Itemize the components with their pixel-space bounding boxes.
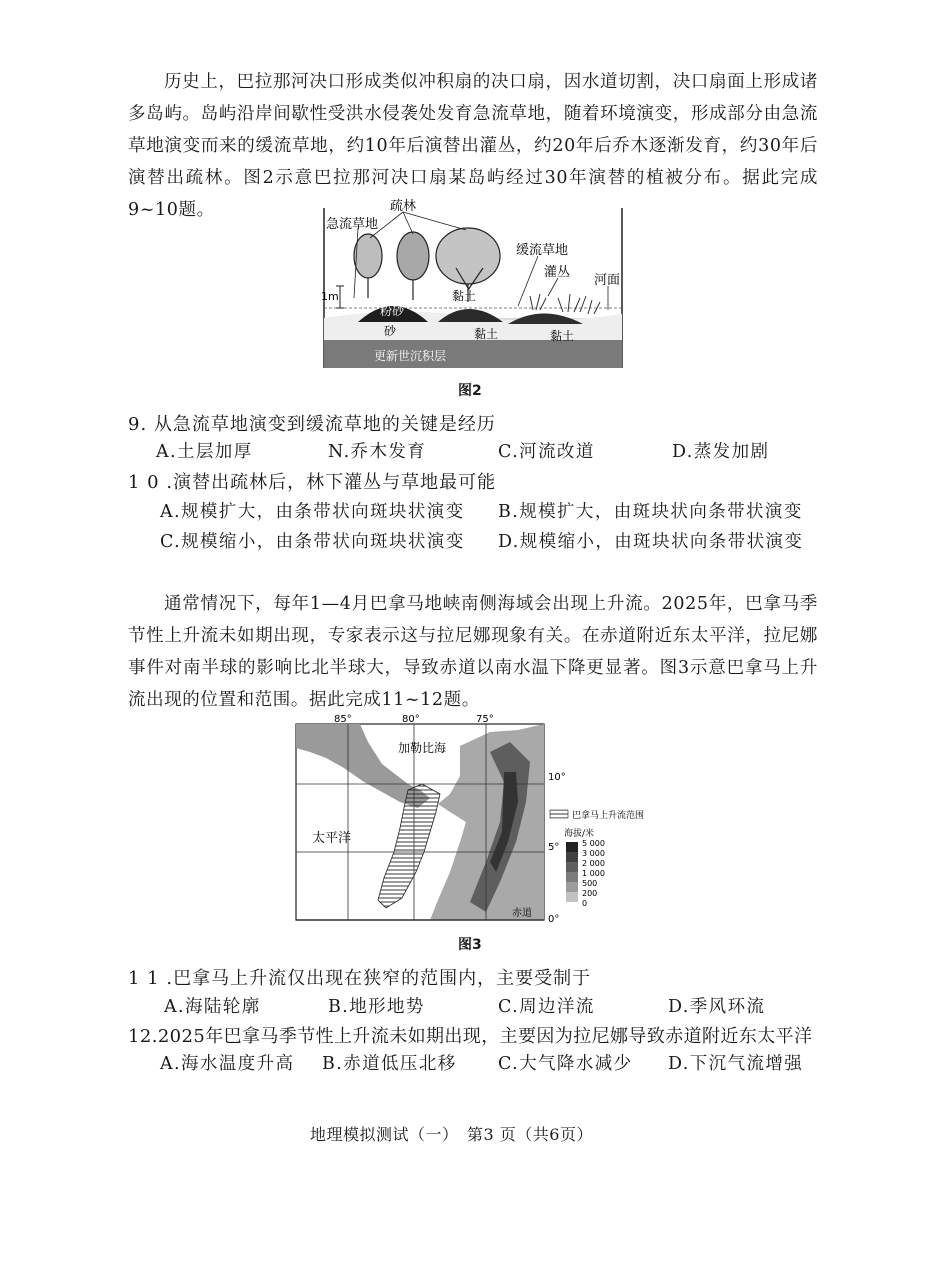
label-pacific: 太平洋: [312, 831, 352, 846]
legend-elev-200: 200: [582, 889, 598, 898]
legend-elev-5000: 5 000: [582, 839, 605, 848]
legend-elev-3000: 3 000: [582, 849, 605, 858]
label-rapid-grass: 急流草地: [326, 217, 379, 232]
question-12-option-c: C.大气降水减少: [498, 1054, 633, 1074]
lat-label-0: 0°: [548, 914, 560, 925]
lat-label-10: 10°: [548, 772, 566, 783]
question-10-option-b: B.规模扩大，由斑块状向条带状演变: [498, 502, 803, 522]
figure-3-caption: 图3: [458, 937, 482, 953]
question-10-option-d: D.规模缩小，由斑块状向条带状演变: [498, 532, 804, 552]
legend-elevation-title: 海拔/米: [564, 829, 595, 839]
label-caribbean: 加勒比海: [398, 741, 447, 755]
question-11-stem: 1 1 .巴拿马上升流仅出现在狭窄的范围内，主要受制于: [128, 968, 592, 989]
page-footer: 地理模拟测试（一） 第3 页（共6页）: [310, 1125, 593, 1144]
label-slow-grass: 缓流草地: [516, 243, 569, 258]
question-11-option-b: B.地形地势: [328, 997, 425, 1017]
legend-upwelling-label: 巴拿马上升流范围: [572, 811, 645, 821]
passage-2: 通常情况下，每年1—4月巴拿马地峡南侧海域会出现上升流。2025年，巴拿马季节性上升流未如期出现，专家表示这与拉尼娜现象有关。在赤道附近东太平洋，拉尼娜事件对南半球的影响比北半球大，导致赤道以南水温下降更显著。图3示意巴拿马上升流出现的位置和范围。据此完成11~12题。: [128, 594, 818, 710]
question-9-option-d: D.蒸发加剧: [672, 442, 770, 462]
question-9-option-a: A.土层加厚: [156, 442, 253, 462]
question-11-option-d: D.季风环流: [668, 997, 766, 1017]
question-11-option-c: C.周边洋流: [498, 997, 595, 1017]
question-9-option-c: C.河流改道: [498, 442, 595, 462]
question-12-option-a: A.海水温度升高: [160, 1054, 295, 1074]
question-12-stem: 12.2025年巴拿马季节性上升流未如期出现，主要因为拉尼娜导致赤道附近东太平洋: [128, 1026, 813, 1047]
label-equator: 赤道: [512, 908, 532, 919]
label-river-surface: 河面: [594, 273, 621, 288]
label-silt: 粉砂: [380, 304, 405, 318]
figure-3-map: [290, 712, 675, 930]
label-shrub: 灌丛: [544, 265, 571, 280]
lon-label-80: 80°: [402, 714, 420, 725]
label-sparse-forest: 疏林: [390, 199, 417, 214]
legend-upwelling-swatch: [550, 810, 568, 818]
question-10-option-a: A.规模扩大，由条带状向斑块状演变: [160, 502, 465, 522]
legend-elev-2000: 2 000: [582, 859, 605, 868]
label-pleistocene: 更新世沉积层: [374, 349, 447, 363]
label-clay-mid: 黏土: [474, 327, 499, 341]
question-10-stem: 1 0 .演替出疏林后，林下灌丛与草地最可能: [128, 472, 497, 493]
question-12-option-b: B.赤道低压北移: [322, 1054, 457, 1074]
lat-label-5: 5°: [548, 842, 560, 853]
lon-label-75: 75°: [476, 714, 494, 725]
question-12-option-d: D.下沉气流增强: [668, 1054, 804, 1074]
lon-label-85: 85°: [334, 714, 352, 725]
figure-2-caption: 图2: [458, 383, 482, 399]
label-scale: 1m: [321, 290, 339, 303]
legend-elev-0: 0: [582, 899, 588, 908]
label-sand: 砂: [384, 324, 397, 338]
question-9-stem: 9. 从急流草地演变到缓流草地的关键是经历: [128, 414, 496, 435]
passage-1: 历史上，巴拉那河决口形成类似冲积扇的决口扇，因水道切割，决口扇面上形成诸多岛屿。岛屿沿岸间歇性受洪水侵袭处发育急流草地，随着环境演变，形成部分由急流草地演变而来的缓流草地，约10年后演替出灌丛，约20年后乔木逐渐发育，约30年后演替出疏林。图2示意巴拉那河决口扇某岛屿经过30年演替的植被分布。据此完成9~10题。: [128, 72, 818, 220]
legend-elev-500: 500: [582, 879, 598, 888]
question-9-option-b: N.乔木发育: [328, 442, 427, 462]
question-11-option-a: A.海陆轮廓: [164, 997, 261, 1017]
figure-2-diagram: [318, 198, 628, 398]
label-clay-top: 黏土: [452, 289, 477, 303]
label-clay-right: 黏土: [550, 329, 575, 343]
legend-elev-1000: 1 000: [582, 869, 605, 878]
question-10-option-c: C.规模缩小，由条带状向斑块状演变: [160, 532, 465, 552]
